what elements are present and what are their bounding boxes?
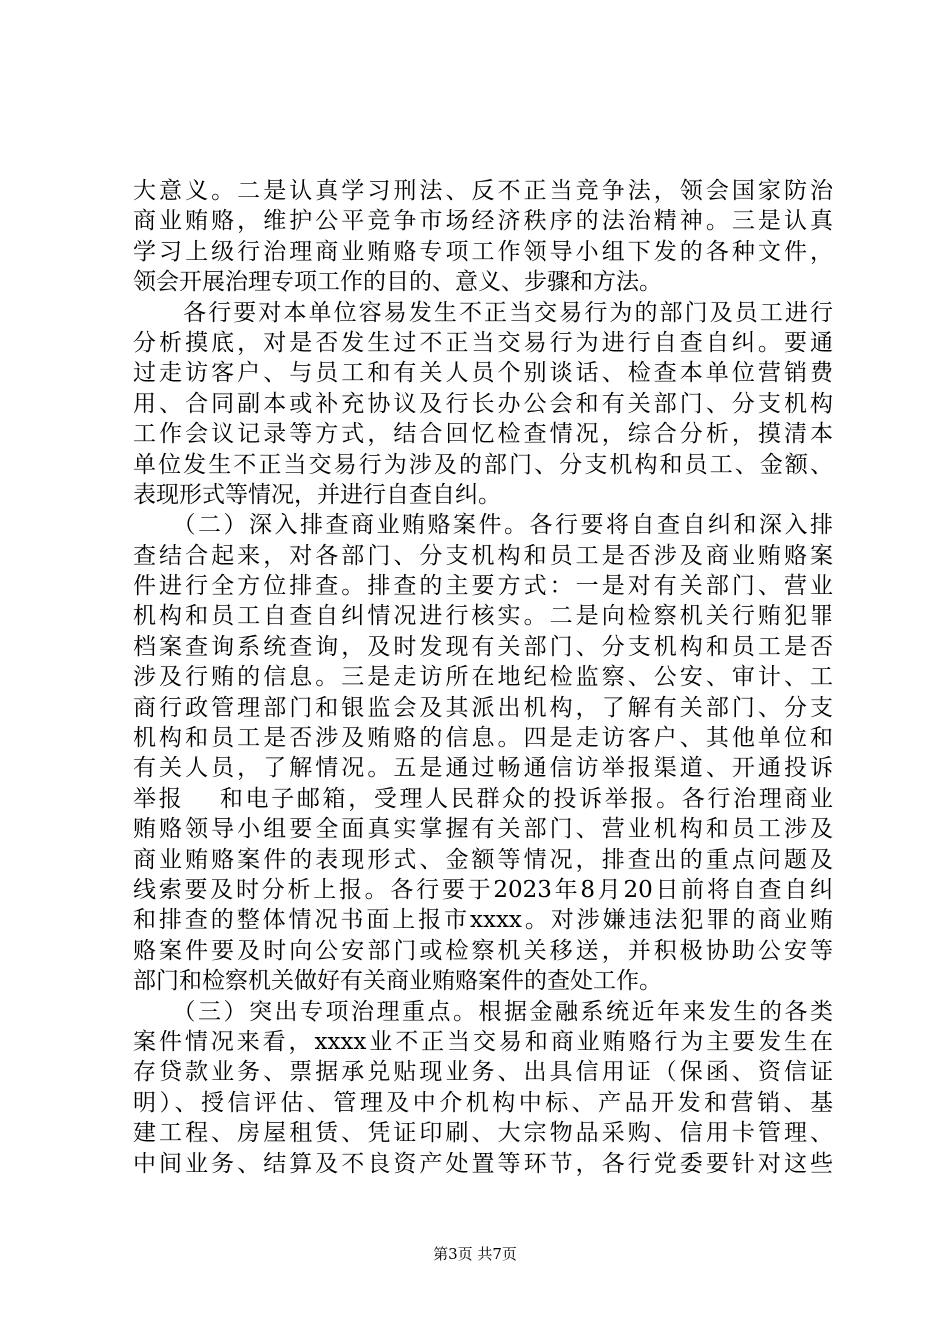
page-number-indicator: 第3页 共7页 [433,1245,517,1263]
text-line: 线索要及时分析上报。各行要于2023年8月20日前将自查自纠 [133,876,833,903]
document-body [133,176,833,1179]
text-line: 各行要对本单位容易发生不正当交易行为的部门及员工进行 [133,299,833,326]
text-line: 档案查询系统查询，及时发现有关部门、分支机构和员工是否 [133,633,833,660]
page-footer [0,1244,950,1264]
text-line: 存贷款业务、票据承兑贴现业务、出具信用证（保函、资信证 [133,1059,833,1086]
text-line: 件进行全方位排查。排查的主要方式：一是对有关部门、营业 [133,573,833,600]
text-line: 部门和检察机关做好有关商业贿赂案件的查处工作。 [133,968,662,995]
text-line: 涉及行贿的信息。三是走访所在地纪检监察、公安、审计、工 [133,664,833,691]
text-line: 明）、授信评估、管理及中介机构中标、产品开发和营销、基 [133,1089,833,1116]
text-line: 工作会议记录等方式，结合回忆检查情况，综合分析，摸清本 [133,421,833,448]
text-line: 商业贿赂案件的表现形式、金额等情况，排查出的重点问题及 [133,846,833,873]
text-line: 案件情况来看，xxxx业不正当交易和商业贿赂行为主要发生在 [133,1028,833,1055]
text-line: 用、合同副本或补充协议及行长办公会和有关部门、分支机构 [133,390,833,417]
text-line: 机构和员工自查自纠情况进行核实。二是向检察机关行贿犯罪 [133,603,833,630]
text-line: 分析摸底，对是否发生过不正当交易行为进行自查自纠。要通 [133,329,833,356]
text-line: 贿赂领导小组要全面真实掌握有关部门、营业机构和员工涉及 [133,816,833,843]
text-line: 大意义。二是认真学习刑法、反不正当竞争法，领会国家防治 [133,178,833,204]
text-line: 单位发生不正当交易行为涉及的部门、分支机构和员工、金额、 [133,451,833,478]
text-line: 机构和员工是否涉及贿赂的信息。四是走访客户、其他单位和 [133,725,833,752]
text-line: 查结合起来，对各部门、分支机构和员工是否涉及商业贿赂案 [133,542,833,569]
text-line: 商行政管理部门和银监会及其派出机构，了解有关部门、分支 [133,694,833,721]
text-line: 过走访客户、与员工和有关人员个别谈话、检查本单位营销费 [133,360,833,387]
text-line: 有关人员，了解情况。五是通过畅通信访举报渠道、开通投诉 [133,755,833,782]
text-line: （二）深入排查商业贿赂案件。各行要将自查自纠和深入排 [133,512,833,539]
text-line: 和排查的整体情况书面上报市xxxx。对涉嫌违法犯罪的商业贿 [133,907,833,934]
text-line: 中间业务、结算及不良资产处置等环节，各行党委要针对这些 [133,1150,833,1177]
text-line: 举报 和电子邮箱，受理人民群众的投诉举报。各行治理商业 [133,785,833,812]
text-line: 赂案件要及时向公安部门或检察机关移送，并积极协助公安等 [133,937,833,964]
text-line: 学习上级行治理商业贿赂专项工作领导小组下发的各种文件， [133,238,833,265]
text-line: 表现形式等情况，并进行自查自纠。 [133,481,501,508]
text-line: 领会开展治理专项工作的目的、意义、步骤和方法。 [133,269,662,296]
text-line: 建工程、房屋租赁、凭证印刷、大宗物品采购、信用卡管理、 [133,1120,833,1147]
text-line: 商业贿赂，维护公平竞争市场经济秩序的法治精神。三是认真 [133,208,833,235]
text-line: （三）突出专项治理重点。根据金融系统近年来发生的各类 [133,998,833,1025]
